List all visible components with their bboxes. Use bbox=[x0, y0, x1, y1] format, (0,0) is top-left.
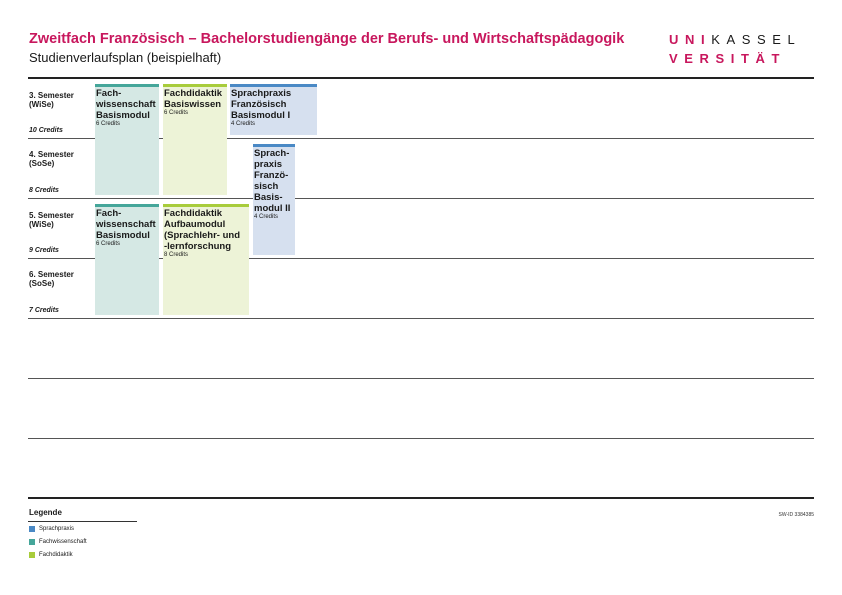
semester-credits: 8 Credits bbox=[29, 187, 59, 194]
semester-label: 5. Semester (WiSe) bbox=[29, 211, 74, 229]
legend-swatch bbox=[29, 526, 35, 532]
module-sprachpraxis-basis-2 bbox=[253, 144, 295, 255]
module-credits: 6 Credits bbox=[96, 121, 121, 127]
logo-versitaet: VERSITÄT bbox=[669, 51, 787, 66]
logo-kassel: KASSEL bbox=[711, 32, 802, 47]
module-color-bar bbox=[95, 204, 159, 207]
document-code: SW-ID 3384385 bbox=[778, 512, 814, 518]
university-logo bbox=[669, 30, 819, 68]
module-color-bar bbox=[163, 204, 249, 207]
header-rule bbox=[28, 77, 814, 79]
row-divider bbox=[28, 438, 814, 439]
module-title: Sprach- praxis Franzö- sisch Basis- modul II bbox=[254, 148, 291, 214]
module-fachwissenschaft-basis-1 bbox=[95, 84, 159, 195]
module-title: Fachdidaktik Aufbaumodul (Sprachlehr- und -lernforschung bbox=[164, 208, 241, 252]
module-sprachpraxis-basis-1 bbox=[230, 84, 317, 135]
module-color-bar bbox=[230, 84, 317, 87]
module-fachwissenschaft-basis-2 bbox=[95, 204, 159, 315]
module-fachdidaktik-basis bbox=[163, 84, 227, 195]
module-title: Fachdidaktik Basiswissen bbox=[164, 88, 223, 110]
semester-credits: 9 Credits bbox=[29, 247, 59, 254]
module-credits: 8 Credits bbox=[164, 252, 189, 258]
legend-label: Sprachpraxis bbox=[39, 526, 75, 532]
legend-label: Fachdidaktik bbox=[39, 552, 73, 558]
module-credits: 6 Credits bbox=[96, 241, 121, 247]
row-divider bbox=[28, 198, 814, 199]
module-title: Sprachpraxis Französisch Basismodul I bbox=[231, 88, 292, 121]
legend-label: Fachwissenschaft bbox=[39, 539, 87, 545]
legend-top-rule bbox=[28, 497, 814, 499]
module-color-bar bbox=[253, 144, 295, 147]
module-credits: 6 Credits bbox=[164, 110, 189, 116]
module-color-bar bbox=[95, 84, 159, 87]
semester-label: 4. Semester (SoSe) bbox=[29, 150, 74, 168]
legend-swatch bbox=[29, 539, 35, 545]
module-credits: 4 Credits bbox=[254, 214, 279, 220]
semester-label: 6. Semester (SoSe) bbox=[29, 270, 74, 288]
legend-item-sprachpraxis bbox=[29, 526, 74, 533]
module-fachdidaktik-aufbau bbox=[163, 204, 249, 315]
module-title: Fach- wissenschaft Basismodul bbox=[96, 208, 156, 241]
logo-uni: UNI bbox=[669, 32, 712, 47]
semester-credits: 10 Credits bbox=[29, 127, 63, 134]
legend-item-fachwissenschaft bbox=[29, 539, 87, 546]
document-title: Zweitfach Französisch – Bachelorstudiengänge der Berufs- und Wirtschaftspädagogik bbox=[29, 31, 625, 47]
legend-item-fachdidaktik bbox=[29, 552, 73, 559]
semester-credits: 7 Credits bbox=[29, 307, 59, 314]
module-color-bar bbox=[163, 84, 227, 87]
document-subtitle: Studienverlaufsplan (beispielhaft) bbox=[29, 50, 222, 65]
semester-label: 3. Semester (WiSe) bbox=[29, 91, 74, 109]
row-divider bbox=[28, 318, 814, 319]
legend-swatch bbox=[29, 552, 35, 558]
legend-title: Legende bbox=[29, 508, 62, 517]
row-divider bbox=[28, 378, 814, 379]
module-credits: 4 Credits bbox=[231, 121, 256, 127]
legend-rule bbox=[28, 521, 137, 522]
module-title: Fach- wissenschaft Basismodul bbox=[96, 88, 156, 121]
